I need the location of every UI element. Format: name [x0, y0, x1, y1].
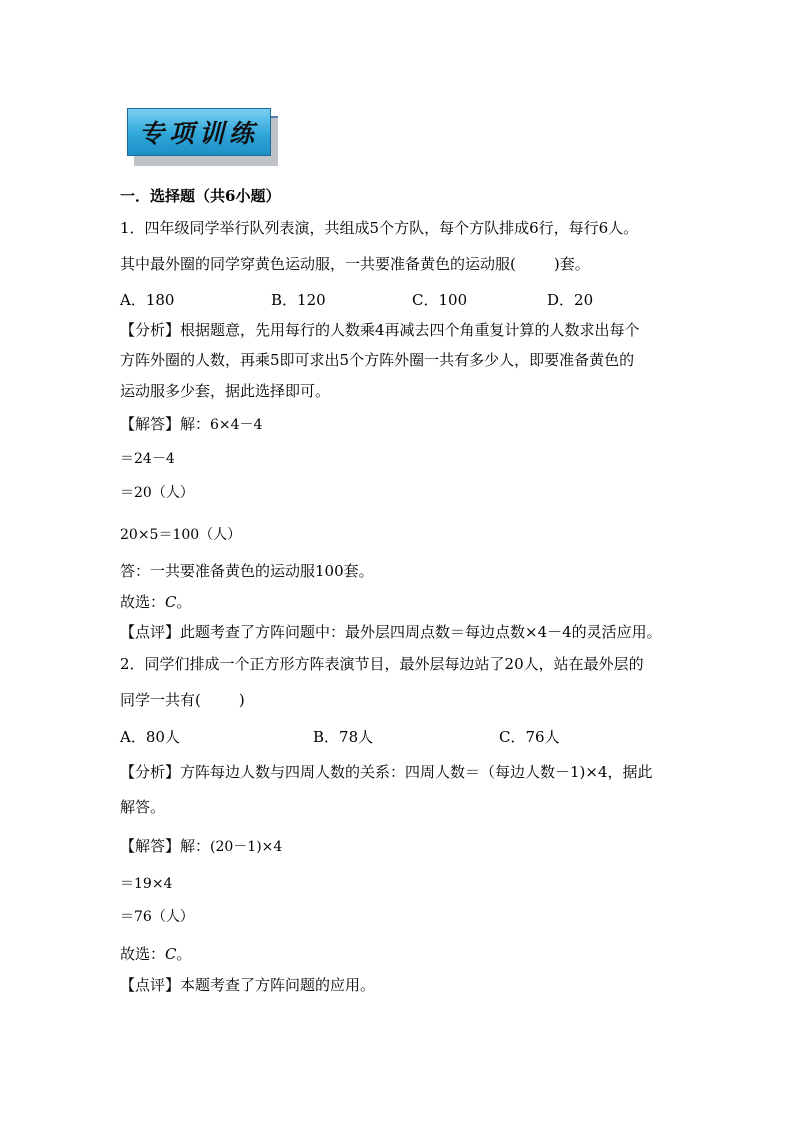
q2-choice — [120, 944, 192, 964]
q1-option-b: B．120 — [271, 291, 326, 309]
q1-option-c: C．100 — [412, 291, 468, 309]
q1-answer: 答：一共要准备黄色的运动服100套。 — [120, 562, 374, 580]
q2-option-b: B．78人 — [313, 728, 374, 746]
q2-step1: ＝19×4 — [120, 876, 173, 892]
q2-solution-expr: (20－1)×4 — [210, 839, 283, 855]
q1-analysis-line1: 【分析】根据题意，先用每行的人数乘4再减去四个角重复计算的人数求出每个 — [120, 321, 640, 339]
q2-option-a: A．80人 — [120, 728, 180, 746]
banner-box — [127, 108, 271, 156]
q1-step3: 20×5＝100（人） — [120, 527, 242, 543]
section-heading: 一．选择题（共6小题） — [120, 187, 281, 205]
q2-stem-line2-b: ) — [238, 691, 245, 709]
q1-stem-line1: 1．四年级同学举行队列表演，共组成5个方队，每个方队排成6行，每行6人。 — [120, 219, 639, 237]
q2-choice-prefix: 故选： — [120, 945, 166, 963]
q1-choice-suffix: 。 — [176, 593, 192, 611]
q1-analysis-line3: 运动服多少套，据此选择即可。 — [120, 382, 331, 400]
q1-option-a: A．180 — [120, 291, 175, 309]
section-banner — [127, 108, 279, 164]
q2-choice-letter: C — [165, 945, 177, 963]
q1-analysis-line2: 方阵外圈的人数，再乘5即可求出5个方阵外圈一共有多少人，即要准备黄色的 — [120, 351, 635, 369]
q2-step2: ＝76（人） — [120, 909, 194, 925]
q2-solution — [120, 836, 282, 857]
q1-step2: ＝20（人） — [120, 485, 194, 501]
q1-choice-prefix: 故选： — [120, 593, 166, 611]
q1-stem-line2-a: 其中最外圈的同学穿黄色运动服，一共要准备黄色的运动服( — [120, 255, 516, 273]
q2-choice-suffix: 。 — [176, 945, 192, 963]
q2-stem-line1: 2．同学们排成一个正方形方阵表演节目，最外层每边站了20人，站在最外层的 — [120, 655, 644, 673]
q2-option-c: C．76人 — [499, 728, 560, 746]
q1-choice — [120, 592, 192, 612]
q2-stem-line2-a: 同学一共有( — [120, 691, 201, 709]
q2-solution-label: 【解答】解： — [120, 837, 211, 855]
q1-stem-line2 — [120, 254, 590, 274]
q1-step1: ＝24－4 — [120, 451, 175, 467]
q1-stem-line2-b: )套。 — [553, 255, 590, 273]
q1-comment: 【点评】此题考查了方阵问题中：最外层四周点数＝每边点数×4－4的灵活应用。 — [120, 623, 662, 641]
q1-choice-letter: C — [165, 593, 177, 611]
q1-option-d: D．20 — [547, 291, 594, 309]
q2-analysis-line2: 解答。 — [120, 798, 166, 816]
q1-solution-label: 【解答】解： — [120, 415, 211, 433]
banner-title: 专项训练 — [138, 119, 259, 148]
q2-analysis-line1: 【分析】方阵每边人数与四周人数的关系：四周人数＝（每边人数－1)×4，据此 — [120, 763, 653, 781]
q1-solution — [120, 414, 262, 435]
q2-stem-line2 — [120, 690, 245, 710]
q2-comment: 【点评】本题考查了方阵问题的应用。 — [120, 976, 376, 994]
q1-solution-expr: 6×4－4 — [210, 417, 263, 433]
